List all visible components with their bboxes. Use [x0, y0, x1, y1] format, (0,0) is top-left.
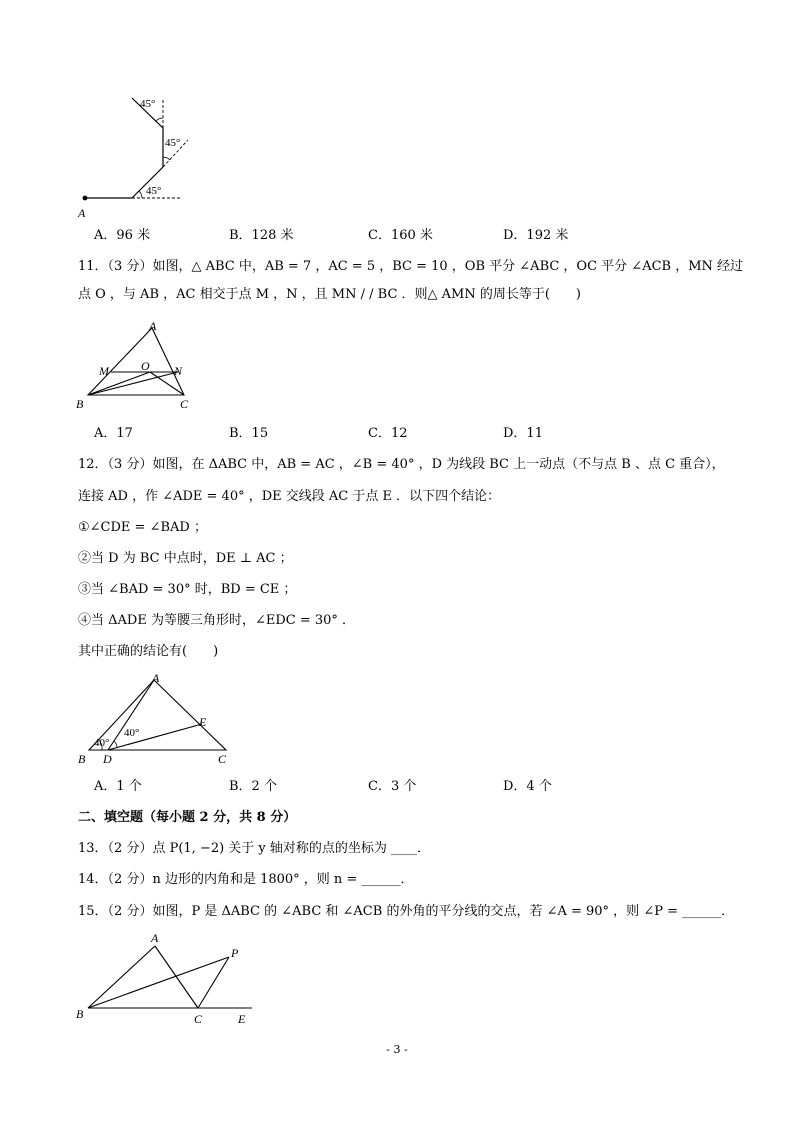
q12-conclusion-1: ①∠CDE = ∠BAD ；: [78, 520, 207, 535]
q12-conclusion-2: ②当 D 为 BC 中点时，DE ⊥ AC ；: [78, 551, 293, 566]
q12-figure: [72, 670, 242, 770]
q12-question: 其中正确的结论有( ): [78, 644, 219, 659]
q11-label-b: B: [76, 397, 84, 411]
q11-label-m: M: [99, 364, 109, 378]
q12-label-c: C: [218, 752, 227, 766]
q12-label-e: E: [199, 715, 207, 729]
q15-label-a: A: [151, 931, 159, 945]
q11-option-d: D．11: [503, 426, 543, 441]
q12-conclusion-4: ④当 ΔADE 为等腰三角形时，∠EDC = 30° ．: [78, 613, 356, 628]
q13-text: 13．（2 分）点 P(1, −2) 关于 y 轴对称的点的坐标为 ____．: [78, 841, 431, 856]
q15-label-c: C: [194, 1012, 203, 1026]
q12-label-a: A: [152, 671, 160, 685]
q12-option-b: B．2 个: [229, 779, 277, 794]
q11-label-c: C: [180, 397, 189, 411]
section-heading-fill-in: 二、填空题（每小题 2 分，共 8 分）: [78, 810, 297, 825]
q10-option-d: D．192 米: [503, 228, 569, 243]
page-number: - 3 -: [386, 1043, 408, 1056]
q10-figure: [70, 90, 210, 220]
q15-text: 15．（2 分）如图，P 是 ΔABC 的 ∠ABC 和 ∠ACB 的外角的平分线的交点，若 ∠A = 90° ，则 ∠P = ______．: [78, 904, 735, 919]
q15-label-e: E: [238, 1012, 246, 1026]
q10-angle-label-bottom: 45°: [146, 185, 162, 197]
q10-option-c: C．160 米: [368, 228, 433, 243]
q10-angle-label-top: 45°: [140, 98, 156, 110]
q12-conclusion-3: ③当 ∠BAD = 30° 时，BD = CE ；: [78, 582, 297, 597]
q11-figure: [72, 318, 202, 414]
q10-point-a: A: [78, 206, 86, 220]
q12-option-c: C．3 个: [368, 779, 417, 794]
q11-label-o: O: [141, 359, 150, 373]
q12-angle-d: 40°: [124, 727, 140, 739]
q15-label-p: P: [231, 946, 239, 960]
q10-option-a: A．96 米: [94, 228, 151, 243]
q11-option-b: B．15: [229, 426, 269, 441]
q11-option-a: A．17: [94, 426, 133, 441]
q11-label-a: A: [149, 319, 157, 333]
q11-stem-line-1: 11．（3 分）如图，△ ABC 中，AB = 7 ，AC = 5 ，BC = 10 ，OB 平分 ∠ABC ，OC 平分 ∠ACB ，MN 经过: [78, 259, 744, 274]
q15-figure: [72, 928, 272, 1028]
q14-text: 14．（2 分）n 边形的内角和是 1800° ，则 n = ______．: [78, 872, 414, 887]
q12-option-d: D．4 个: [503, 779, 552, 794]
q11-option-c: C．12: [368, 426, 408, 441]
q10-option-b: B．128 米: [229, 228, 294, 243]
q12-stem-line-2: 连接 AD ，作 ∠ADE = 40° ，DE 交线段 AC 于点 E ．以下四个结论：: [78, 489, 501, 504]
q11-stem-line-2: 点 O ，与 AB ，AC 相交于点 M ，N ，且 MN / / BC ．则△ AMN 的周长等于( ): [78, 287, 582, 302]
q12-stem-line-1: 12．（3 分）如图，在 ΔABC 中，AB = AC ，∠B = 40° ，D 为线段 BC 上一动点（不与点 B 、点 C 重合），: [78, 457, 725, 472]
q11-label-n: N: [174, 364, 183, 378]
q10-angle-label-mid: 45°: [165, 137, 181, 149]
q15-label-b: B: [76, 1007, 84, 1021]
q12-angle-b: 40°: [94, 737, 110, 749]
q12-label-d: D: [103, 752, 112, 766]
q12-option-a: A．1 个: [94, 779, 142, 794]
q12-label-b: B: [78, 752, 86, 766]
